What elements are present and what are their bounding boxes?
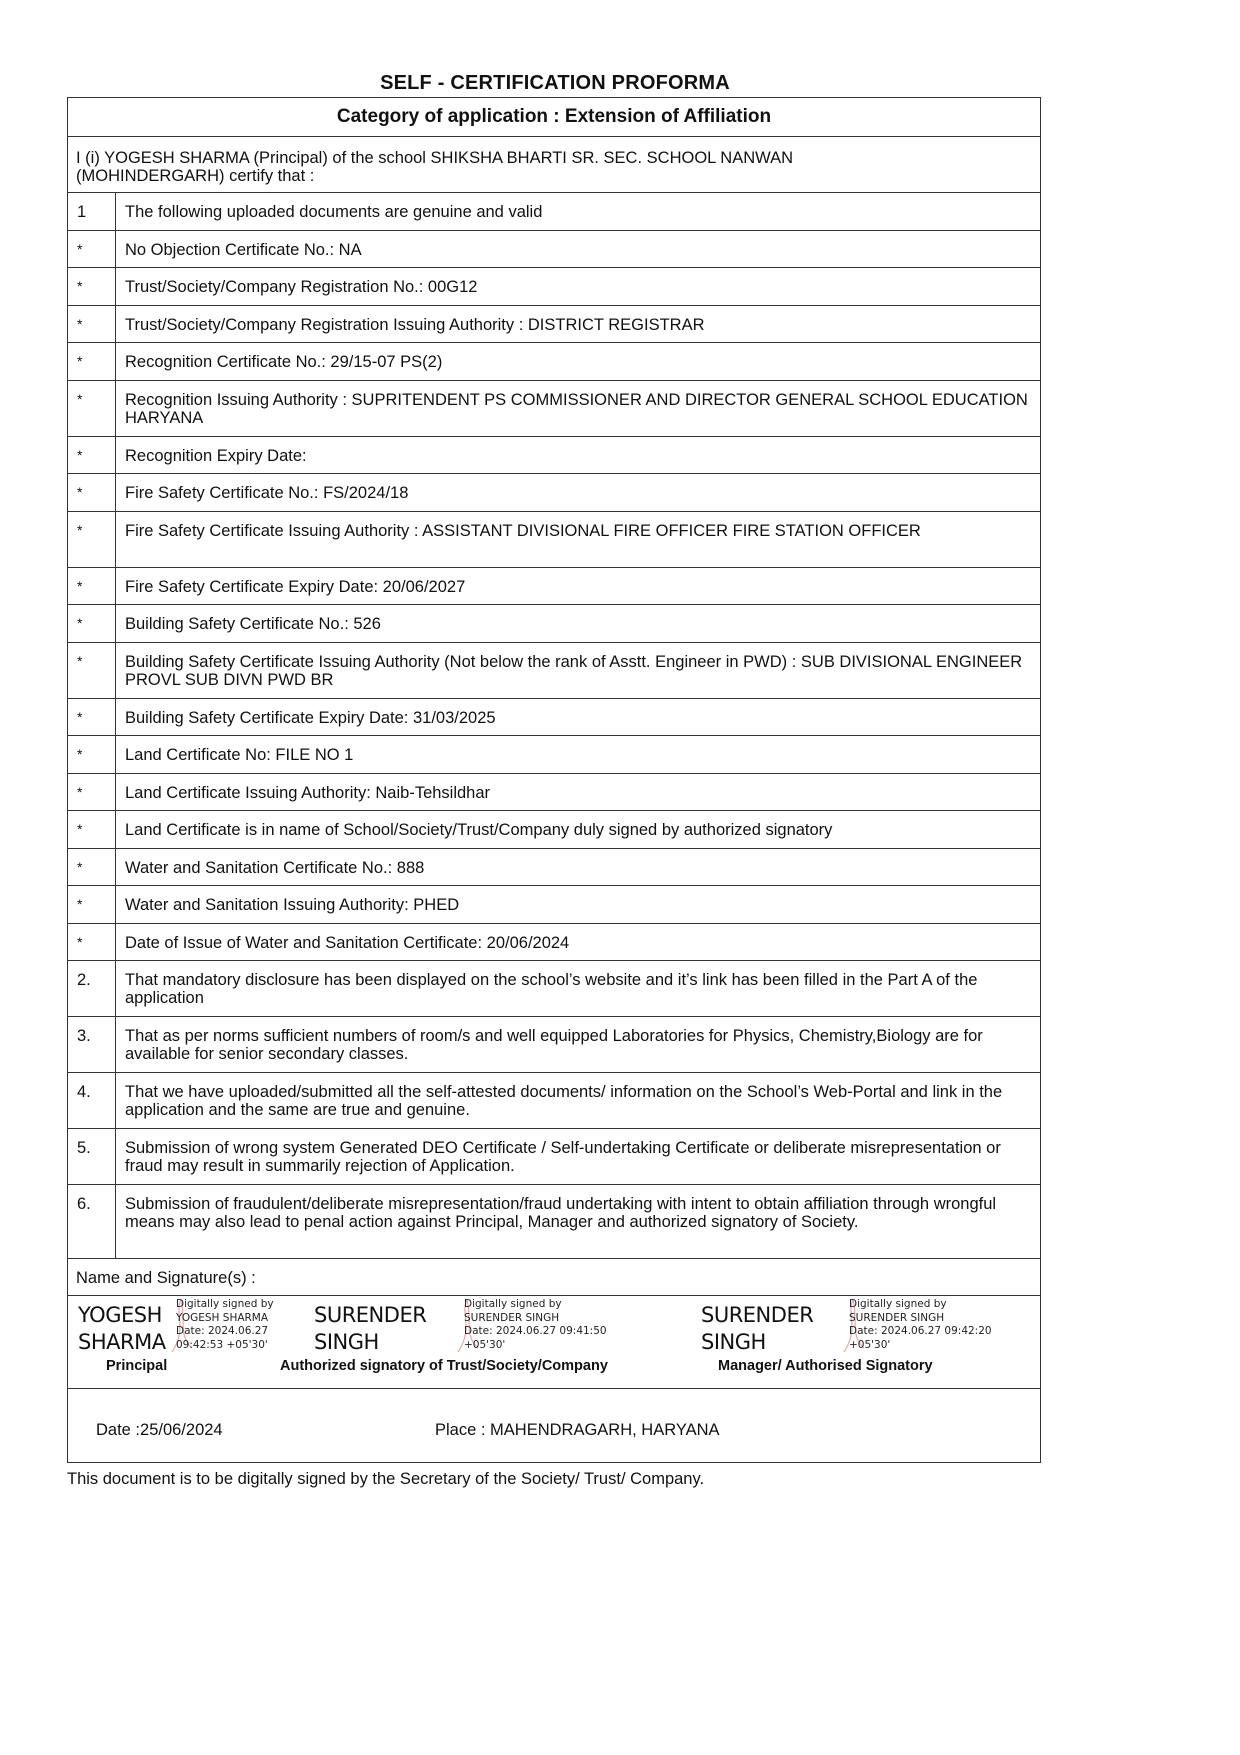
intro-line-2: (MOHINDERGARH) certify that : [76,167,315,185]
row-text: Land Certificate Issuing Authority: Naib-Tehsildhar [125,783,491,802]
row-text: Submission of fraudulent/deliberate misrepresentation/fraud undertaking with intent to obtain affiliation through wrongful means may also lead to penal action against Principal, Manager and authorized signatory of Society. [125,1195,997,1231]
table-row [68,960,1040,1016]
table-row [68,511,1040,567]
signer-name-line-1: SURENDER [701,1303,814,1327]
signer-role: Manager/ Authorised Signatory [718,1358,933,1374]
row-text: Submission of wrong system Generated DEO Certificate / Self-undertaking Certificate or deliberate misrepresentation or fraud may result in summarily rejection of Application. [125,1139,1001,1175]
signer-name-line-1: SURENDER [314,1303,427,1327]
row-marker: 3. [68,1017,116,1072]
row-text: Water and Sanitation Certificate No.: 888 [125,858,425,877]
row-text: Recognition Expiry Date: [125,446,307,465]
row-text: Fire Safety Certificate Issuing Authority : ASSISTANT DIVISIONAL FIRE OFFICER FIRE STATION OFFICER [125,521,921,540]
category-label: Category of application : Extension of Affiliation [336,106,772,127]
signer-name-line-2: SINGH [314,1330,379,1354]
name-signature-row [68,1258,1040,1295]
row-marker: 2. [68,961,116,1016]
table-row [68,342,1040,380]
signer-name-line-2: SHARMA [78,1330,166,1354]
signature-manager[interactable] [701,1302,813,1356]
table-row [68,1016,1040,1072]
signature-meta-line: SURENDER SINGH [849,1311,945,1324]
row-marker: * [68,568,116,605]
page-title: SELF - CERTIFICATION PROFORMA [380,72,730,94]
row-marker: * [68,268,116,305]
row-marker: * [68,437,116,474]
row-text: Trust/Society/Company Registration Issuing Authority : DISTRICT REGISTRAR [125,315,705,334]
signer-name-line-1: YOGESH [78,1303,162,1327]
signature-meta-line: Digitally signed by [849,1298,947,1310]
signature-details [849,1298,992,1352]
name-signature-label: Name and Signature(s) : [76,1269,256,1287]
table-row [68,192,1040,230]
row-marker: * [68,924,116,961]
row-marker: 5. [68,1129,116,1184]
row-text: Water and Sanitation Issuing Authority: PHED [125,896,460,914]
table-row [68,267,1040,305]
table-row [68,848,1040,886]
signature-meta-line: YOGESH SHARMA [176,1311,269,1324]
signature-details [176,1298,274,1352]
signature-meta-line: 09:42:53 +05'30' [176,1338,268,1351]
row-marker: * [68,605,116,642]
date-value: Date :25/06/2024 [96,1421,223,1439]
category-row [68,98,1040,136]
table-row [68,1072,1040,1128]
footer-note: This document is to be digitally signed by the Secretary of the Society/ Trust/ Company. [67,1470,705,1488]
row-text: Fire Safety Certificate Expiry Date: 20/06/2027 [125,577,466,596]
row-text: Date of Issue of Water and Sanitation Certificate: 20/06/2024 [125,933,570,952]
table-row [68,642,1040,698]
table-row [68,923,1040,961]
row-marker: 1 [68,193,116,230]
table-row [68,773,1040,811]
signature-meta-line: Date: 2024.06.27 09:41:50 [464,1325,607,1337]
signature-meta-line: Date: 2024.06.27 09:42:20 [849,1325,992,1337]
signatures-row [68,1295,1040,1388]
table-row [68,735,1040,773]
row-marker: * [68,381,116,436]
row-text: That as per norms sufficient numbers of room/s and well equipped Laboratories for Physics, Chemistry,Biology are for available for senior secondary classes. [125,1027,983,1063]
place-value: Place : MAHENDRAGARH, HARYANA [435,1421,720,1439]
row-text: Building Safety Certificate No.: 526 [125,615,381,633]
row-marker: * [68,306,116,343]
row-marker: * [68,231,116,268]
row-marker: * [68,474,116,511]
row-text: Building Safety Certificate Issuing Authority (Not below the rank of Asstt. Engineer in PWD) : SUB DIVISIONAL ENGINEER PROVL SUB DIVN PWD BR [125,652,1023,689]
row-text: Building Safety Certificate Expiry Date: 31/03/2025 [125,708,496,727]
row-marker: * [68,643,116,698]
row-marker: 4. [68,1073,116,1128]
row-marker: 6. [68,1185,116,1258]
table-row [68,436,1040,474]
date-place-row [68,1388,1040,1462]
table-row [68,810,1040,848]
row-text: Recognition Issuing Authority : SUPRITENDENT PS COMMISSIONER AND DIRECTOR GENERAL SCHOOL EDUCATION HARYANA [125,390,1028,427]
signature-meta-line: Date: 2024.06.27 [176,1325,269,1337]
signature-meta-line: Digitally signed by [176,1298,274,1310]
table-row [68,885,1040,923]
table-row [68,305,1040,343]
row-text: That we have uploaded/submitted all the self-attested documents/ information on the School’s Web-Portal and link in the application and the same are true and genuine. [125,1083,1003,1119]
row-marker: * [68,736,116,773]
row-text: Recognition Certificate No.: 29/15-07 PS(2) [125,353,443,371]
table-row [68,698,1040,736]
row-text: Land Certificate No: FILE NO 1 [125,746,354,764]
signer-role: Principal [106,1358,168,1374]
row-text: The following uploaded documents are genuine and valid [125,203,543,221]
row-marker: * [68,849,116,886]
signer-name-line-2: SINGH [701,1330,766,1354]
table-row [68,1184,1040,1258]
row-text: That mandatory disclosure has been displayed on the school’s website and it’s link has been filled in the Part A of the application [125,971,978,1007]
intro-line-1: I (i) YOGESH SHARMA (Principal) of the school SHIKSHA BHARTI SR. SEC. SCHOOL NANWAN [76,149,794,167]
table-row [68,604,1040,642]
signature-principal[interactable] [78,1302,166,1356]
row-marker: * [68,811,116,848]
row-text: Trust/Society/Company Registration No.: 00G12 [125,278,478,296]
table-row [68,473,1040,511]
signer-role: Authorized signatory of Trust/Society/Company [280,1358,608,1374]
row-text: No Objection Certificate No.: NA [125,240,362,259]
row-marker: * [68,343,116,380]
signature-authorized-signatory[interactable] [314,1302,426,1356]
table-row [68,230,1040,268]
row-text: Fire Safety Certificate No.: FS/2024/18 [125,484,409,502]
signature-meta-line: +05'30' [849,1338,891,1351]
table-row [68,567,1040,605]
row-marker: * [68,774,116,811]
table-row [68,380,1040,436]
row-marker: * [68,886,116,923]
intro-row [68,136,1040,192]
row-text: Land Certificate is in name of School/Society/Trust/Company duly signed by authorized signatory [125,821,833,839]
signature-meta-line: +05'30' [464,1338,506,1351]
table-row [68,1128,1040,1184]
row-marker: * [68,512,116,567]
row-marker: * [68,699,116,736]
signature-meta-line: SURENDER SINGH [464,1311,560,1324]
certification-table [67,97,1041,1463]
signature-meta-line: Digitally signed by [464,1298,562,1310]
signature-details [464,1298,607,1352]
